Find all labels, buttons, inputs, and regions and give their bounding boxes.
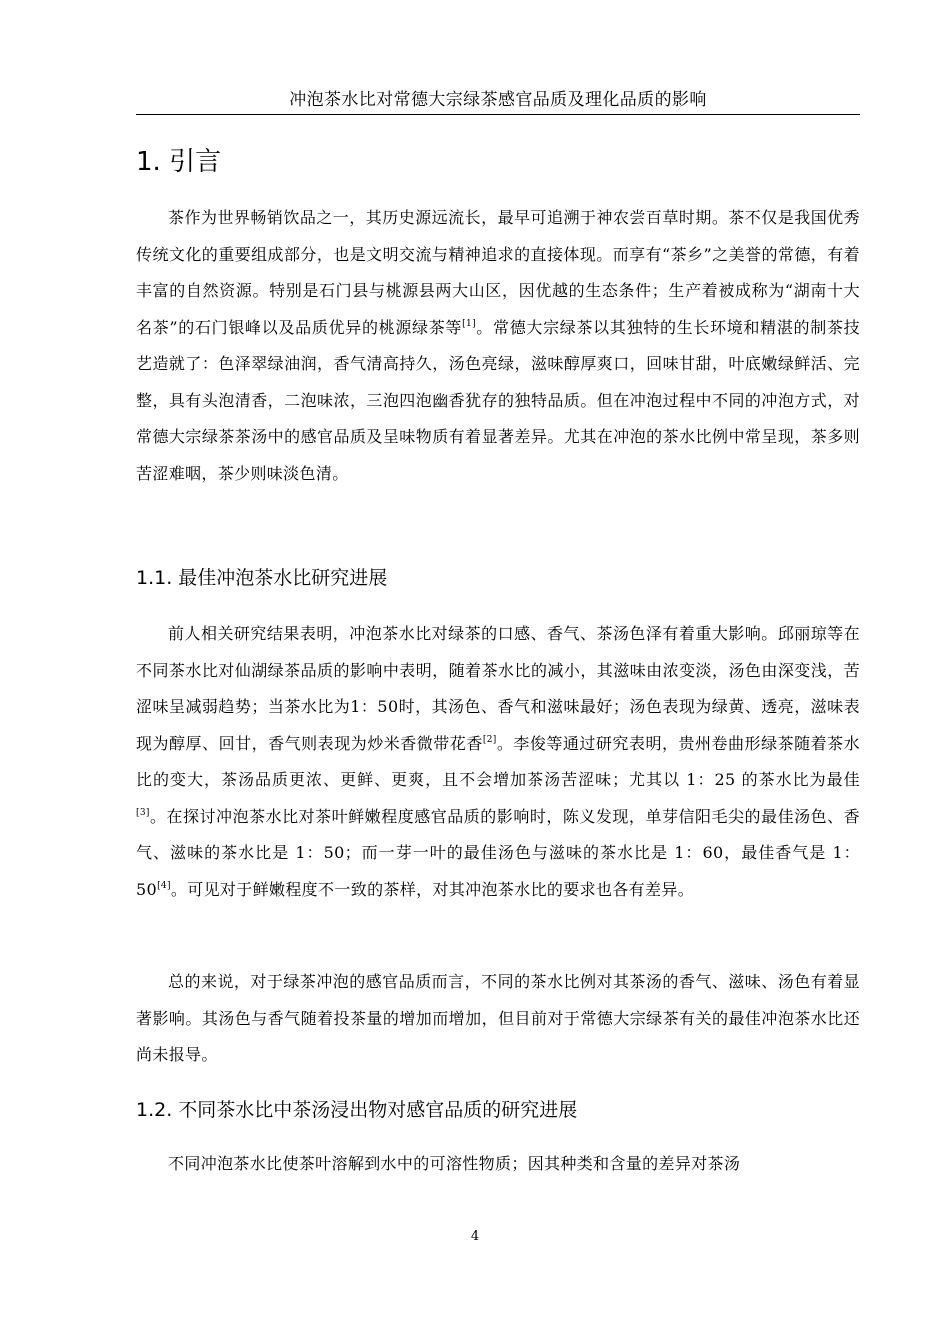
citation-4: [4] <box>157 880 171 891</box>
subsection-1-2-paragraph: 不同冲泡茶水比使茶叶溶解到水中的可溶性物质；因其种类和含量的差异对茶汤 <box>168 1154 741 1173</box>
citation-1: [1] <box>462 318 476 329</box>
paragraph-text: 。在探讨冲泡茶水比对茶叶鲜嫩程度感官品质的影响时，陈义发现，单芽信阳毛尖的最佳汤色、香气、滋味的茶水比是 1：50；而一芽一叶的最佳汤色与滋味的茶水比是 1：60，最佳香气是 1：50 <box>136 806 860 899</box>
subsection-1-1-paragraph-2: 总的来说，对于绿茶冲泡的感官品质而言，不同的茶水比例对其茶汤的香气、滋味、汤色有着显著影响。其汤色与香气随着投茶量的增加而增加，但目前对于常德大宗绿茶有关的最佳冲泡茶水比还尚未报导。 <box>136 972 860 1064</box>
intro-text-2: 。常德大宗绿茶以其独特的生长环境和精湛的制茶技艺造就了：色泽翠绿油润，香气清高持久，汤色亮绿，滋味醇厚爽口，回味甘甜，叶底嫩绿鲜活、完整，具有头泡清香，二泡味浓，三泡四泡幽香犹存的独特品质。但在冲泡过程中不同的冲泡方式，对常德大宗绿茶茶汤中的感官品质及呈味物质有着显著差异。尤其在冲泡的茶水比例中常呈现，茶多则苦涩难咽，茶少则味淡色清。 <box>136 317 860 483</box>
paragraph-text: 前人相关研究结果表明，冲泡茶水比对绿茶的口感、香气、茶汤色泽有着重大影响。邱丽琼等在不同茶水比对仙湖绿茶品质的影响中表明，随着茶水比的减小，其滋味由浓变淡，汤色由深变浅，苦涩味呈减弱趋势；当茶水比为1：50时，其汤色、香气和滋味最好；汤色表现为绿黄、透亮，滋味表现为醇厚、回甘，香气则表现为炒米香微带花香 <box>136 624 860 753</box>
header-rule <box>136 114 860 115</box>
page-number: 4 <box>470 1229 480 1244</box>
paragraph-text: 。李俊等通过研究表明，贵州卷曲形绿茶随着茶水比的变大，茶汤品质更浓、更鲜、更爽，且不会增加茶汤苦涩味；尤其以 1：25 的茶水比为最佳 <box>136 733 861 789</box>
paragraph-text: 。可见对于鲜嫩程度不一致的茶样，对其冲泡茶水比的要求也各有差异。 <box>170 879 695 899</box>
intro-paragraph <box>136 200 860 492</box>
running-header: 冲泡茶水比对常德大宗绿茶感官品质及理化品质的影响 <box>289 90 707 110</box>
citation-3: [3] <box>136 807 150 818</box>
subsection-1-1-paragraph-1 <box>136 616 860 908</box>
citation-2: [2] <box>482 734 497 745</box>
intro-text-1: 茶作为世界畅销饮品之一，其历史源远流长，最早可追溯于神农尝百草时期。茶不仅是我国优秀传统文化的重要组成部分，也是文明交流与精神追求的直接体现。而享有“茶乡”之美誉的常德，有着丰富的自然资源。特别是石门县与桃源县两大山区，因优越的生态条件；生产着被成称为“湖南十大名茶”的石门银峰以及品质优异的桃源绿茶等 <box>136 208 860 337</box>
subsection-heading-1-2: 1.2. 不同茶水比中茶汤浸出物对感官品质的研究进展 <box>136 1099 578 1121</box>
section-heading-introduction: 1. 引言 <box>136 147 222 177</box>
subsection-heading-1-1: 1.1. 最佳冲泡茶水比研究进展 <box>136 567 388 589</box>
